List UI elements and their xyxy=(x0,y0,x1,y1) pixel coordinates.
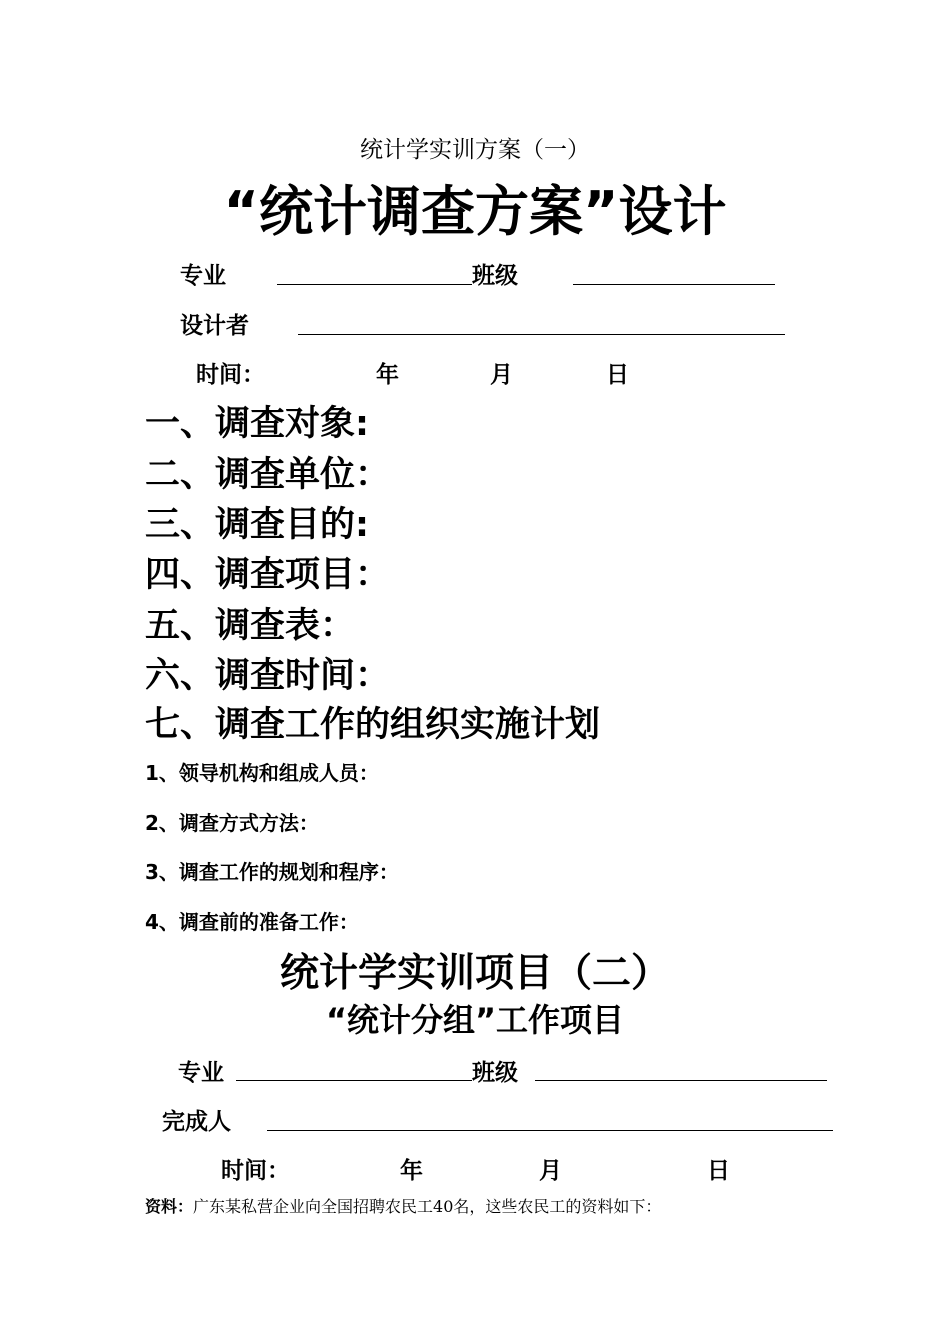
time-label: 时间： xyxy=(196,362,265,388)
major-label: 专业 xyxy=(180,263,226,289)
designer-label: 设计者 xyxy=(180,313,249,339)
doc2-class-field-line[interactable] xyxy=(535,1080,827,1081)
section-heading: 五、调查表： xyxy=(145,606,356,646)
completer-label: 完成人 xyxy=(162,1109,231,1135)
subsection-item: 4、调查前的准备工作： xyxy=(145,910,359,934)
subsection-item: 1、领导机构和组成人员： xyxy=(145,761,379,785)
section-heading: 四、调查项目： xyxy=(145,555,391,595)
designer-field-line[interactable] xyxy=(298,334,785,335)
doc2-month-label: 月 xyxy=(539,1158,562,1184)
section-heading: 一、调查对象: xyxy=(145,404,369,444)
doc2-title: 统计学实训项目（二） xyxy=(279,951,670,996)
section-heading: 三、调查目的: xyxy=(145,505,369,545)
class-label: 班级 xyxy=(472,263,518,289)
doc2-major-label: 专业 xyxy=(178,1060,224,1086)
class-field-line[interactable] xyxy=(573,284,775,285)
doc2-major-field-line[interactable] xyxy=(236,1080,472,1081)
doc1-subtitle: 统计学实训方案（一） xyxy=(360,137,590,163)
year-label: 年 xyxy=(376,362,399,388)
section-heading: 六、调查时间： xyxy=(145,656,391,696)
month-label: 月 xyxy=(490,362,513,388)
material-text: 广东某私营企业向全国招聘农民工40名，这些农民工的资料如下： xyxy=(193,1197,662,1216)
doc2-class-label: 班级 xyxy=(472,1060,518,1086)
completer-field-line[interactable] xyxy=(267,1130,833,1131)
subsection-item: 3、调查工作的规划和程序： xyxy=(145,860,399,884)
doc1-title: “统计调查方案”设计 xyxy=(223,180,727,243)
section-heading: 七、调查工作的组织实施计划 xyxy=(145,705,601,745)
doc2-subtitle: “统计分组”工作项目 xyxy=(325,1001,625,1039)
doc2-time-label: 时间： xyxy=(221,1158,290,1184)
subsection-item: 2、调查方式方法： xyxy=(145,811,319,835)
section-heading: 二、调查单位： xyxy=(145,455,391,495)
major-field-line[interactable] xyxy=(277,284,472,285)
doc2-year-label: 年 xyxy=(400,1158,423,1184)
day-label: 日 xyxy=(606,362,629,388)
material-label: 资料： xyxy=(145,1197,194,1216)
doc2-day-label: 日 xyxy=(707,1158,730,1184)
material-paragraph xyxy=(145,1199,661,1215)
